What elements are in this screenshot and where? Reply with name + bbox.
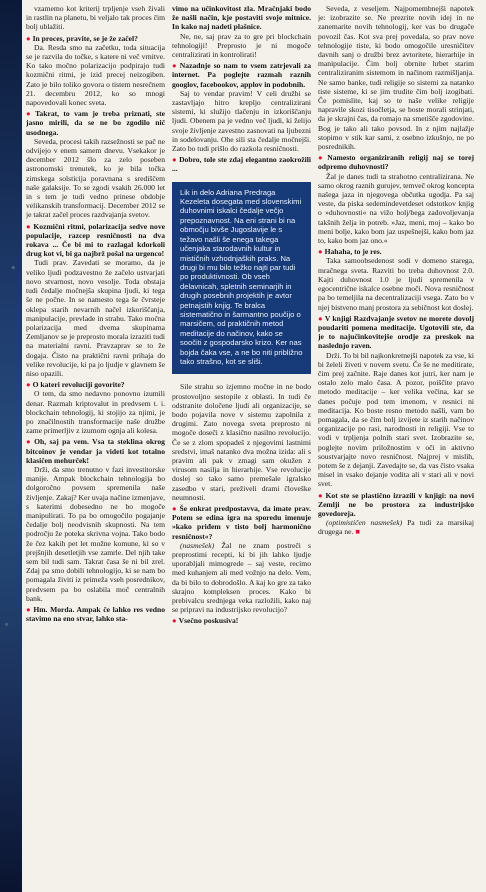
question — [318, 314, 474, 351]
paragraph: Taka samoobsedenost sodi v domeno starega, mračnega sveta. Razviti bo treba duhovnost 2.0. Kajti duhovnost 1.0 je ljudi spremenila v egocentrične iskalce osebne moči. Nova resničnost pa bo temeljila na decentralizaciji vsega. Zato bo v njej bistveno manj prostora za sebičnost kot doslej. — [318, 256, 474, 312]
question — [26, 109, 165, 137]
question — [26, 222, 165, 259]
bullet-icon: ● — [26, 437, 33, 447]
question — [318, 247, 474, 256]
paragraph: Seveda, z veseljem. Najpomembnejši napotek je: izobrazite se. Ne prezrite novih idej in ne zanemarite novih tehnologij, ker vas bo drugače povozil čas. Kot sva prej povedala, so prav nove tehnologije tiste, ki bodo omogočile uresničitev davnih sanj o družbi brez avtoritete, hierarhije in manipulacije. Čim bolj obrnite hrbet starim centraliziranim sistemom in načinom razmišljanja. Ne samo banke, tudi religije so sistemi za natanko tiste sisteme, ki se jim trudite čim bolj izogibati. Če pomislite, kaj so te naše velike religije napravile skozi tisočletja, se boste morali strinjati, da je skrajni čas, da romajo na smetišče zgodovine. Bog je tako ali tako povsod. In z njim najlažje stopimo v stik kar sami, z osebno izkušnjo, ne po posrednikih. — [318, 4, 474, 152]
question-text: Dobro, tole ste zdaj elegantno zaokrožili ... — [172, 155, 311, 174]
bullet-icon: ● — [26, 33, 31, 43]
question — [26, 380, 165, 389]
question-text: O kateri revoluciji govorite? — [32, 380, 125, 390]
column-1 — [26, 4, 165, 884]
question — [26, 605, 165, 623]
question-text: Še enkrat predpostavva, da imate prav. Potem se edina igra na sporedu imenuje »kako priđem v tisto bolj harmonično resničnost«? — [172, 504, 311, 541]
paragraph: Žal je danes tudi ta strahotno centralizirana. Ne samo okrog raznih gurujev, temveč okrog koncepta našega jaza in njegovega občutka ugodja. Pa saj veste, da piska sedemindevetdeset odstotkov knjig o »duhovnosti« na vižo bolj/bega zadovoljevanja takšnih želja in potreb. »Jaz, meni, moj – kako bo meni bolje, kako bom jaz uspešnejši, kako bom jaz to, kako bom jaz ono.« — [318, 171, 474, 246]
cosmic-background-strip — [0, 0, 22, 892]
question — [26, 437, 165, 465]
paragraph — [172, 541, 311, 615]
paragraph: Da. Resda smo na začetku, toda situacija se je razvila do točke, s katere ni več vrnitve. Ko tako močno polarizacijo podpirajo tudi kozmični ritmi, je izid precej neizogiben. Zato je bilo toliko govora o tistem nesrečnem 21. decembru 2012, ko so mnogi napovedovali konec sveta. — [26, 42, 165, 108]
question — [26, 34, 165, 43]
bullet-icon: ● — [318, 247, 323, 257]
bullet-icon: ● — [318, 153, 326, 163]
bullet-icon: ● — [26, 605, 32, 614]
question-text: V knjigi Razdvajanje svetov ne morete dovolj poudariti pomena meditacije. Ugotovili ste, da je to najučinkovitejše orodje za preskok na naslednjo raven. — [318, 313, 474, 351]
question-text: Kot ste se plastično izrazili v knjigi: na novi Zemlji ne bo prostora za industrijsko govedoreja. — [318, 490, 474, 518]
question-text: Hm. Morda. Ampak če lahko res vedno stavimo na eno stvar, lahko sta- — [26, 605, 165, 624]
author-sidebar-box — [172, 182, 311, 375]
question-text: Nazadnje so nam to vsem zatrjevali za internet. Pa poglejte razmah raznih googlov, facebookov, applov in podobnih. — [172, 61, 311, 89]
question — [172, 155, 311, 173]
paragraph: Drži, da smo trenutno v fazi investitorske manije. Ampak blockchain tehnologija bo dolgoročno povsem spremenila naše življenje. Zakaj? Ker uvaja načine izmenjave, s katerimi dobesedno ne bo mogoče manipulirati. To pa bo omogočilo pogajanje čedalje bolj neodvisnih skupnosti. Na tem področju že poteka skrivna vojna. Tako bodo že čez kakih pet let možne komune, ki so v prejšnjih desetletjih vse zamrle. Del njih take sem bil tudi sam. Takrat časa še ni bil zrel. Zdaj pa smo dobili tehnologijo, ki se nam bo pomagala živiti iz primeža vseh posrednikov, predvsem pa bo oslabila moč centralnih bank. — [26, 464, 165, 603]
bullet-icon: ● — [172, 504, 178, 514]
sidebar-text: Lik in delo Adriana Predraga Kezeleta dosegata med slovenskimi duhovnimi iskalci čedalje večjo prepoznavnost. Na eni strani bi na območju bivše Jugoslavije le s težavo našli še enega takega učenjaka starodavnih kultur in mističnih vzhodnjaških praks. Na drugi bi mu bilo težko najti par tudi po produktivnosti. Ob vseh delavnicah, spletnih seminarjih in drugih posebnih projektih je avtor petnajstih knjig. Te bralca sistematično in šarmantno poučijo o marsičem, od praktičnih metod meditacije do načinov, kako se soočiti z gospodarsko krizo. Ker nas bojda čaka vse, a ne bo niti približno tako strašno, kot se sliši. — [180, 187, 303, 366]
column-3 — [318, 4, 474, 884]
question-text: Takrat, to vam je treba priznati, ste jasno mirili, da se ne bo zgodilo nič usodnega. — [26, 109, 165, 137]
question-text: Oh, saj pa vem. Vsa ta steklina okrog bitcoinov je vendar ja videti kot totalno klasičen mehurček! — [26, 437, 165, 465]
paragraph: Seveda, procesi takih razsežnosti se pač ne odvijejo v enem samem dnevu. Vsekakor je december 2012 šlo za zelo poseben astronomski trenutek, ko je bila točka zimskega solsticija poravnana s središčem naše galaksije. To se zgodi vsakih 26.000 let in s tem je tudi vedno prinese obdobje velikanskih transformacij. December 2012 se je takrat začel proces razdvajanja svetov. — [26, 136, 165, 220]
question — [172, 61, 311, 89]
question-text: Vsečno poskusiva! — [178, 616, 239, 626]
paragraph: Tudi prav. Zavedati se moramo, da je veliko ljudi podzavestno že začelo ustvarjati novo stvarnost, novo vesolje. Toda obstaja tudi čedalje močnejša skupina ljudi, ki tega še ne počne. In se namesto tega še čvrsteje oklepa starih nevarnih načel izkoriščanja, manipulacije, prevlade in strahu. Tako močna polarizacija med dvema skupinama Zemljanov se je preprosto morala izraziti tudi na materialni ravni. Pravzaprav se to že dogaja. Čisto na praktični ravni prihaja do velike revolucije, ki pa jo ljudje v glavnem še niso opazili. — [26, 258, 165, 378]
question-text: Hahaha, to je res. — [324, 247, 382, 257]
bullet-icon: ● — [26, 109, 34, 119]
paragraph: O tem, da smo nedavno ponovno izumili denar. Razmah kriptovalut in predvsem t. i. blockchain tehnologij, ki stojijo za njimi, je po značilnostih transformacije naše družbe zame primerljiv z izumom ognja ali kolesa. — [26, 389, 165, 436]
question-text: Kozmični ritmi, polarizacija sedve nove populacije, razcep resničnosti na dva rokava ... Če bi mi to razlagal kdorkoli drug kot vi, bi ga najbrž pošal na urgenco! — [26, 221, 165, 259]
bullet-icon: ● — [318, 313, 323, 323]
paragraph: Ne, ne, saj prav za to gre pri blockchain tehnologiji! Preprosto je ni mogoče centralizirati in kontrolirati! — [172, 31, 311, 60]
question — [318, 153, 474, 171]
question-continued: vimo na učinkovitost zla. Mračnjaki bodo že našli način, kje postaviti svoje mitnice. In kako naj nadeti plašnice. — [172, 4, 311, 32]
bullet-icon: ● — [318, 490, 324, 500]
question — [172, 504, 311, 541]
bullet-icon: ● — [172, 616, 177, 626]
question — [172, 616, 311, 625]
bullet-icon: ● — [172, 61, 178, 71]
question — [318, 491, 474, 519]
paragraph: Drži. To bi bil najkonkretnejši napotek za vse, ki bi želeli živeti v novem svetu. Če še ne meditirate, čim prej začnite. Raje danes kot jutri, ker nam je ostalo zelo malo časa. A pozor, poiščite pravo metodo meditacije – ker velika večina, kar se danes počuje pod tem imenom, v resnici ni meditacija. Ko boste resno metodo našli, vam bo pomagala, da se čim bolj izvijete iz starih načinov organizacije po rasi, narodnosti in religiji. Vse to vodi v trpljenja polnih stari svet. Izobrazite se, poglejte novim priložnostim v oči in aktivno soustvarjajte novo resničnost. Najprej v mislih, potem še z dejanji. Zavedajte se, da vas čisto vsaka misel in vsako dejanje vodita ali v stari ali v novi svet. — [318, 350, 474, 489]
stage-note: (optimističen nasmešek) — [326, 518, 403, 528]
paragraph: Saj to vendar pravim! V celi družbi se zastavljajo hitro krepljo centralizirani sistemi, ki služijo tlačenju in izkoriščanju ljudi. Obenem pa je vedno več ljudi, ki želijo svoje življenje zavestno zasnovati na ljubezni in sodelovanju. Ohe sili sta čedalje močnejši. Zato bo tudi prišlo do razkola resničnosti. — [172, 88, 311, 154]
paragraph-text: Žal ne znam postreči s preprostimi recepti, ki bi jih lahko ljudje uporabljali mimogrede – saj veste, recimo med kuhanjem ali med vožnjo na delo. Vem, da bi bilo to dobrodošlo. A kaj ko gre za tako skrajno kompleksen proces. Kako bi prebivalcu srednjega veka razložili, kako naj se pripravi na industrijsko revolucijo? — [172, 540, 311, 615]
column-2 — [172, 4, 311, 884]
bullet-icon: ● — [26, 380, 31, 390]
question-text: In proces, pravite, se je že začel? — [32, 33, 138, 43]
paragraph — [318, 518, 474, 536]
bullet-icon: ● — [26, 221, 32, 231]
bullet-icon: ● — [172, 155, 178, 165]
paragraph: Sile strahu so izjemno močne in ne bodo prostovoljno sestopile z oblasti. In tudi če odstranite določene ljudi ali organizacije, se bodo pojavila nove v sistemu zapolnila z drugimi. Zato novega sveta preprosto ni mogoče doseči z klasično nasilno revolucijo. Če se z zlom spopadeš z njegovimi lastnimi sredstvi, imaš natanko dva možna izida: ali s pravim ali pak v zmagi sam okužen z virusom nasilja in hierarhije. Vse revolucije doslej so tako samo premešale igralsko zasedbo v stari, preživeli drami človeške neumnosti. — [172, 382, 311, 502]
paragraph: vzamemo kot kriterij trpljenje vseh živali in rastlin na planetu, bi veljalo tak proces čim bolj ublažiti. — [26, 4, 165, 32]
magazine-page — [26, 4, 478, 888]
end-mark-icon: ■ — [355, 527, 360, 537]
paragraph-text: Pa tudi za marsikaj drugega ne. — [318, 518, 474, 537]
question-text: Namesto organiziranih religij naj se torej odpremo duhovnosti? — [318, 153, 474, 172]
stage-note: (nasmešek) — [180, 540, 215, 550]
